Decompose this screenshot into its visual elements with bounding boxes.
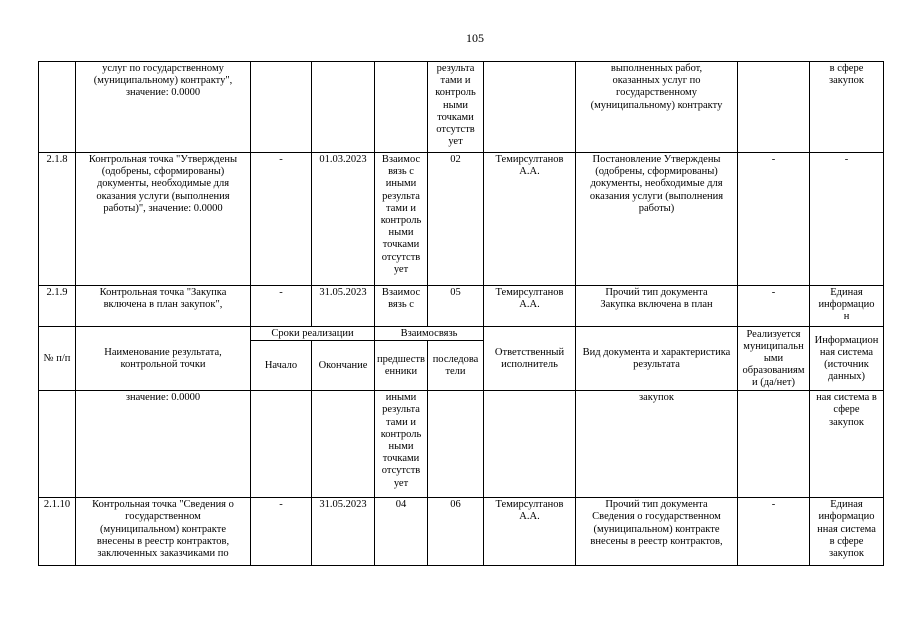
municipal-flag: - [738,286,810,327]
successors: 05 [428,286,484,327]
header-municipal: Реализуется муниципальн ыми образованиям и (да/нет) [738,327,810,391]
successors: результа тами и контроль ными точками отсутств ует [428,62,484,153]
header-name: Наименование результата, контрольной точки [76,327,251,391]
start-date [251,62,312,153]
header-successors: последова тели [428,341,484,391]
start-date: - [251,286,312,327]
info-system: Единая информацио нная система в сфере закупок [810,498,884,566]
document-type: Прочий тип документа Закупка включена в план [576,286,738,327]
end-date: 01.03.2023 [312,153,375,286]
table-header-row [39,327,884,341]
responsible: Темирсултанов А.А. [484,286,576,327]
table-row [39,62,884,153]
info-system: Единая информацио н [810,286,884,327]
document-type: Прочий тип документа Сведения о государственном (муниципальном) контракте внесены в реестр контрактов, [576,498,738,566]
start-date [251,391,312,498]
table-row [39,498,884,566]
responsible [484,391,576,498]
responsible: Темирсултанов А.А. [484,153,576,286]
header-document-type: Вид документа и характеристика результата [576,327,738,391]
info-system: - [810,153,884,286]
header-start: Начало [251,341,312,391]
municipal-flag [738,62,810,153]
row-number: 2.1.9 [39,286,76,327]
predecessors: иными результа тами и контроль ными точками отсутств ует [375,391,428,498]
info-system: в сфере закупок [810,62,884,153]
municipal-flag [738,391,810,498]
predecessors: 04 [375,498,428,566]
end-date [312,62,375,153]
header-info-system: Информацион ная система (источник данных) [810,327,884,391]
result-name: услуг по государственному (муниципальному) контракту", значение: 0.0000 [76,62,251,153]
header-number: № п/п [39,327,76,391]
results-table [38,61,884,566]
start-date: - [251,498,312,566]
table-row [39,286,884,327]
responsible: Темирсултанов А.А. [484,498,576,566]
result-name: значение: 0.0000 [76,391,251,498]
row-number [39,391,76,498]
responsible [484,62,576,153]
predecessors [375,62,428,153]
header-end: Окончание [312,341,375,391]
successors [428,391,484,498]
document-type: закупок [576,391,738,498]
header-responsible: Ответственный исполнитель [484,327,576,391]
document-type: выполненных работ, оказанных услуг по государственному (муниципальному) контракту [576,62,738,153]
header-deadlines: Сроки реализации [251,327,375,341]
predecessors: Взаимос вязь с иными результа тами и контроль ными точками отсутств ует [375,153,428,286]
predecessors: Взаимос вязь с [375,286,428,327]
table-row [39,153,884,286]
row-number: 2.1.10 [39,498,76,566]
end-date: 31.05.2023 [312,498,375,566]
municipal-flag: - [738,498,810,566]
table-row [39,391,884,498]
row-number [39,62,76,153]
row-number: 2.1.8 [39,153,76,286]
info-system: ная система в сфере закупок [810,391,884,498]
header-predecessors: предшеств енники [375,341,428,391]
end-date [312,391,375,498]
successors: 02 [428,153,484,286]
start-date: - [251,153,312,286]
municipal-flag: - [738,153,810,286]
result-name: Контрольная точка "Сведения о государственном (муниципальном) контракте внесены в реестр контрактов, заключенных заказчиками по [76,498,251,566]
document-type: Постановление Утверждены (одобрены, сформированы) документы, необходимые для оказания услуги (выполнения работы) [576,153,738,286]
result-name: Контрольная точка "Утверждены (одобрены, сформированы) документы, необходимые для оказания услуги (выполнения работы)", значение: 0.0000 [76,153,251,286]
result-name: Контрольная точка "Закупка включена в план закупок", [76,286,251,327]
successors: 06 [428,498,484,566]
header-relation: Взаимосвязь [375,327,484,341]
page-number: 105 [466,31,484,45]
end-date: 31.05.2023 [312,286,375,327]
